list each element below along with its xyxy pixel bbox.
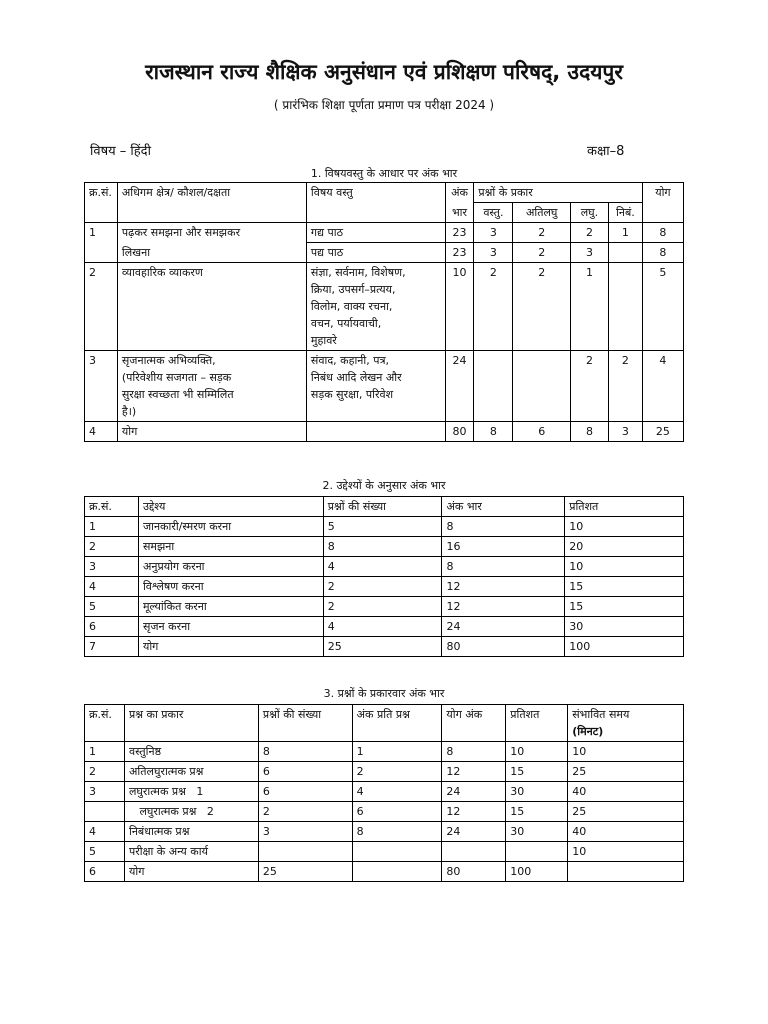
table-cell [506, 842, 568, 862]
table-cell: 20 [565, 537, 684, 557]
table-cell: पढ़कर समझना और समझकर [117, 223, 306, 243]
table-cell: 24 [445, 351, 474, 422]
table-cell: 5 [642, 263, 683, 351]
table-cell: 8 [258, 742, 352, 762]
table-cell: 8 [442, 557, 565, 577]
header-cell: योग अंक [442, 705, 506, 742]
header-cell: प्रतिशत [506, 705, 568, 742]
table-cell: 2 [323, 577, 442, 597]
cell-line: सृजनात्मक अभिव्यक्ति, [121, 354, 216, 367]
table-row [85, 422, 684, 442]
table-cell: 2 [570, 351, 608, 422]
table-cell: 3 [474, 243, 513, 263]
table-cell: 23 [445, 223, 474, 243]
cell-line: संभावित समय [572, 708, 630, 721]
header-cell: क्र.सं. [85, 705, 125, 742]
table-cell: 2 [85, 762, 125, 782]
table-cell: 10 [506, 742, 568, 762]
table-cell: 2 [85, 537, 139, 557]
table-cell: 8 [442, 742, 506, 762]
cell-line: (मिनट) [572, 725, 604, 738]
table-cell: 10 [568, 842, 684, 862]
table-cell: 30 [506, 782, 568, 802]
table-row [85, 243, 684, 263]
table-cell: 8 [642, 243, 683, 263]
table-cell: 4 [85, 422, 118, 442]
table-cell [117, 351, 306, 422]
table-cell: 1 [85, 742, 125, 762]
cell-line: (परिवेशीय सजगता – सड़क [121, 371, 232, 384]
table-cell: 10 [565, 557, 684, 577]
table-cell: 8 [474, 422, 513, 442]
subject-label: विषय – हिंदी [90, 144, 151, 159]
table-row [85, 351, 684, 422]
table-row [85, 822, 684, 842]
header-cell: लघु. [570, 203, 608, 223]
table-cell: 24 [442, 617, 565, 637]
table-cell: 12 [442, 802, 506, 822]
table-cell: 2 [608, 351, 642, 422]
table-row [85, 782, 684, 802]
table-cell: 25 [568, 802, 684, 822]
table-cell: 15 [506, 802, 568, 822]
table-cell: 15 [506, 762, 568, 782]
table-cell: परीक्षा के अन्य कार्य [124, 842, 258, 862]
table-cell: 100 [506, 862, 568, 882]
table-cell: लिखना [117, 243, 306, 263]
table-cell: वस्तुनिष्ठ [124, 742, 258, 762]
table-header-row [85, 497, 684, 517]
table-cell: 3 [570, 243, 608, 263]
table-cell: 4 [85, 822, 125, 842]
table-cell: 2 [323, 597, 442, 617]
table-cell: 5 [85, 597, 139, 617]
page-title: राजस्थान राज्य शैक्षिक अनुसंधान एवं प्रशिक्षण परिषद्, उदयपुर [145, 60, 623, 84]
header-cell: क्र.सं. [85, 183, 118, 223]
table-cell: 3 [474, 223, 513, 243]
table-row [85, 862, 684, 882]
cell-line: संज्ञा, सर्वनाम, विशेषण, [310, 266, 406, 279]
table-cell: गद्य पाठ [306, 223, 445, 243]
cell-line: मुहावरे [310, 334, 337, 347]
table-cell: 25 [323, 637, 442, 657]
table-row [85, 537, 684, 557]
table-cell: 3 [608, 422, 642, 442]
cell-line: वचन, पर्यायवाची, [310, 317, 382, 330]
header-cell: क्र.सं. [85, 497, 139, 517]
cell-line: निबंध आदि लेखन और [310, 371, 402, 384]
table-cell: 16 [442, 537, 565, 557]
table-cell: 6 [352, 802, 442, 822]
table-cell: 15 [565, 577, 684, 597]
table-cell: 1 [85, 223, 118, 263]
table-cell: 24 [442, 782, 506, 802]
table-row [85, 842, 684, 862]
table-cell: 1 [570, 263, 608, 351]
table-cell: 5 [85, 842, 125, 862]
header-cell: प्रश्नों की संख्या [323, 497, 442, 517]
table-cell [608, 243, 642, 263]
table-cell: 2 [258, 802, 352, 822]
table-cell: 8 [570, 422, 608, 442]
table-row [85, 762, 684, 782]
table-cell: 80 [442, 862, 506, 882]
table-cell [568, 862, 684, 882]
cell-line: है।) [121, 405, 137, 418]
table-cell: 7 [85, 637, 139, 657]
table-content-weightage [84, 182, 684, 442]
table1-title: 1. विषयवस्तु के आधार पर अंक भार [310, 167, 458, 180]
header-cell: विषय वस्तु [306, 183, 445, 223]
table-row [85, 742, 684, 762]
table-cell: 3 [85, 557, 139, 577]
table-header-row [85, 183, 684, 203]
table-cell: 30 [506, 822, 568, 842]
header-cell: योग [642, 183, 683, 203]
table-cell: समझना [138, 537, 323, 557]
header-cell: भार [445, 203, 474, 223]
table-cell: 2 [513, 243, 571, 263]
table-row [85, 637, 684, 657]
header-cell [568, 705, 684, 742]
cell-line: क्रिया, उपसर्ग–प्रत्यय, [310, 283, 396, 296]
table-cell: 4 [352, 782, 442, 802]
table-cell [85, 802, 125, 822]
page-subtitle: ( प्रारंभिक शिक्षा पूर्णता प्रमाण पत्र परीक्षा 2024 ) [273, 98, 495, 112]
table-cell: 2 [570, 223, 608, 243]
table-cell: 40 [568, 782, 684, 802]
header-cell: वस्तु. [474, 203, 513, 223]
table-cell: 4 [323, 617, 442, 637]
table-header-row [85, 705, 684, 742]
table-cell: 6 [258, 762, 352, 782]
cell-line: सुरक्षा स्वच्छता भी सम्मिलित [121, 388, 234, 401]
table-cell [442, 842, 506, 862]
table-cell [352, 862, 442, 882]
table-cell: 10 [445, 263, 474, 351]
table-cell: 10 [565, 517, 684, 537]
table-cell: 8 [442, 517, 565, 537]
table-cell: 15 [565, 597, 684, 617]
table-cell [306, 351, 445, 422]
table-row [85, 557, 684, 577]
table-row [85, 517, 684, 537]
table-cell: 24 [442, 822, 506, 842]
table-cell: 2 [352, 762, 442, 782]
table-cell: 4 [323, 557, 442, 577]
header-cell: उद्देश्य [138, 497, 323, 517]
header-cell: अतिलघु [513, 203, 571, 223]
table-cell: व्यावहारिक व्याकरण [117, 263, 306, 351]
table-cell: 4 [85, 577, 139, 597]
table-cell: 3 [85, 351, 118, 422]
table-cell: 8 [642, 223, 683, 243]
table-cell: 2 [85, 263, 118, 351]
table-cell: 6 [85, 862, 125, 882]
table-cell: मूल्यांकित करना [138, 597, 323, 617]
header-cell: प्रश्नों की संख्या [258, 705, 352, 742]
table-cell: 12 [442, 597, 565, 617]
table-cell: योग [117, 422, 306, 442]
header-cell: अधिगम क्षेत्र/ कौशल/दक्षता [117, 183, 306, 223]
table-cell: लघुरात्मक प्रश्न 2 [124, 802, 258, 822]
table-cell: 6 [85, 617, 139, 637]
table-question-type-weightage [84, 704, 684, 882]
cell-line: विलोम, वाक्य रचना, [310, 300, 393, 313]
table-cell: 12 [442, 577, 565, 597]
cell-line: सड़क सुरक्षा, परिवेश [310, 388, 394, 401]
table-cell: 6 [513, 422, 571, 442]
table-cell: 5 [323, 517, 442, 537]
header-cell: अंक [445, 183, 474, 203]
table-cell: योग [138, 637, 323, 657]
table-cell: 100 [565, 637, 684, 657]
table-cell: 1 [608, 223, 642, 243]
table-cell: 12 [442, 762, 506, 782]
table-cell: 8 [352, 822, 442, 842]
table-cell: 8 [323, 537, 442, 557]
table-cell: 4 [642, 351, 683, 422]
table-cell [608, 263, 642, 351]
table-cell: अतिलघुरात्मक प्रश्न [124, 762, 258, 782]
table-cell: 40 [568, 822, 684, 842]
table-row [85, 223, 684, 243]
table-cell [513, 351, 571, 422]
table-cell: अनुप्रयोग करना [138, 557, 323, 577]
table-cell: योग [124, 862, 258, 882]
table-cell: 1 [352, 742, 442, 762]
class-label: कक्षा–8 [587, 144, 625, 159]
table-cell: सृजन करना [138, 617, 323, 637]
table-cell: जानकारी/स्मरण करना [138, 517, 323, 537]
table-cell: विश्लेषण करना [138, 577, 323, 597]
table-cell: 2 [474, 263, 513, 351]
table-row [85, 597, 684, 617]
table-objective-weightage [84, 496, 684, 657]
table-cell: 25 [568, 762, 684, 782]
table-cell: 3 [85, 782, 125, 802]
table-cell: 1 [85, 517, 139, 537]
table-cell: 3 [258, 822, 352, 842]
table-cell [352, 842, 442, 862]
table2-title: 2. उद्देश्यों के अनुसार अंक भार [322, 479, 446, 492]
table-cell: 25 [258, 862, 352, 882]
table-row [85, 263, 684, 351]
header-cell: प्रतिशत [565, 497, 684, 517]
cell-line: संवाद, कहानी, पत्र, [310, 354, 390, 367]
table-row [85, 617, 684, 637]
header-cell: अंक प्रति प्रश्न [352, 705, 442, 742]
header-cell: अंक भार [442, 497, 565, 517]
table-row [85, 802, 684, 822]
table-cell: 2 [513, 263, 571, 351]
table-cell: 10 [568, 742, 684, 762]
table-cell: 80 [442, 637, 565, 657]
table-cell: 23 [445, 243, 474, 263]
table-cell [306, 263, 445, 351]
header-cell: निबं. [608, 203, 642, 223]
table-cell [474, 351, 513, 422]
header-cell: प्रश्नों के प्रकार [474, 183, 642, 203]
header-cell: प्रश्न का प्रकार [124, 705, 258, 742]
table-row [85, 577, 684, 597]
table3-title: 3. प्रश्नों के प्रकारवार अंक भार [323, 687, 445, 700]
table-cell: 6 [258, 782, 352, 802]
table-cell [258, 842, 352, 862]
table-cell: 25 [642, 422, 683, 442]
table-cell: 2 [513, 223, 571, 243]
table-cell: पद्य पाठ [306, 243, 445, 263]
table-cell: 80 [445, 422, 474, 442]
table-cell: निबंधात्मक प्रश्न [124, 822, 258, 842]
table-cell: लघुरात्मक प्रश्न 1 [124, 782, 258, 802]
table-cell: 30 [565, 617, 684, 637]
